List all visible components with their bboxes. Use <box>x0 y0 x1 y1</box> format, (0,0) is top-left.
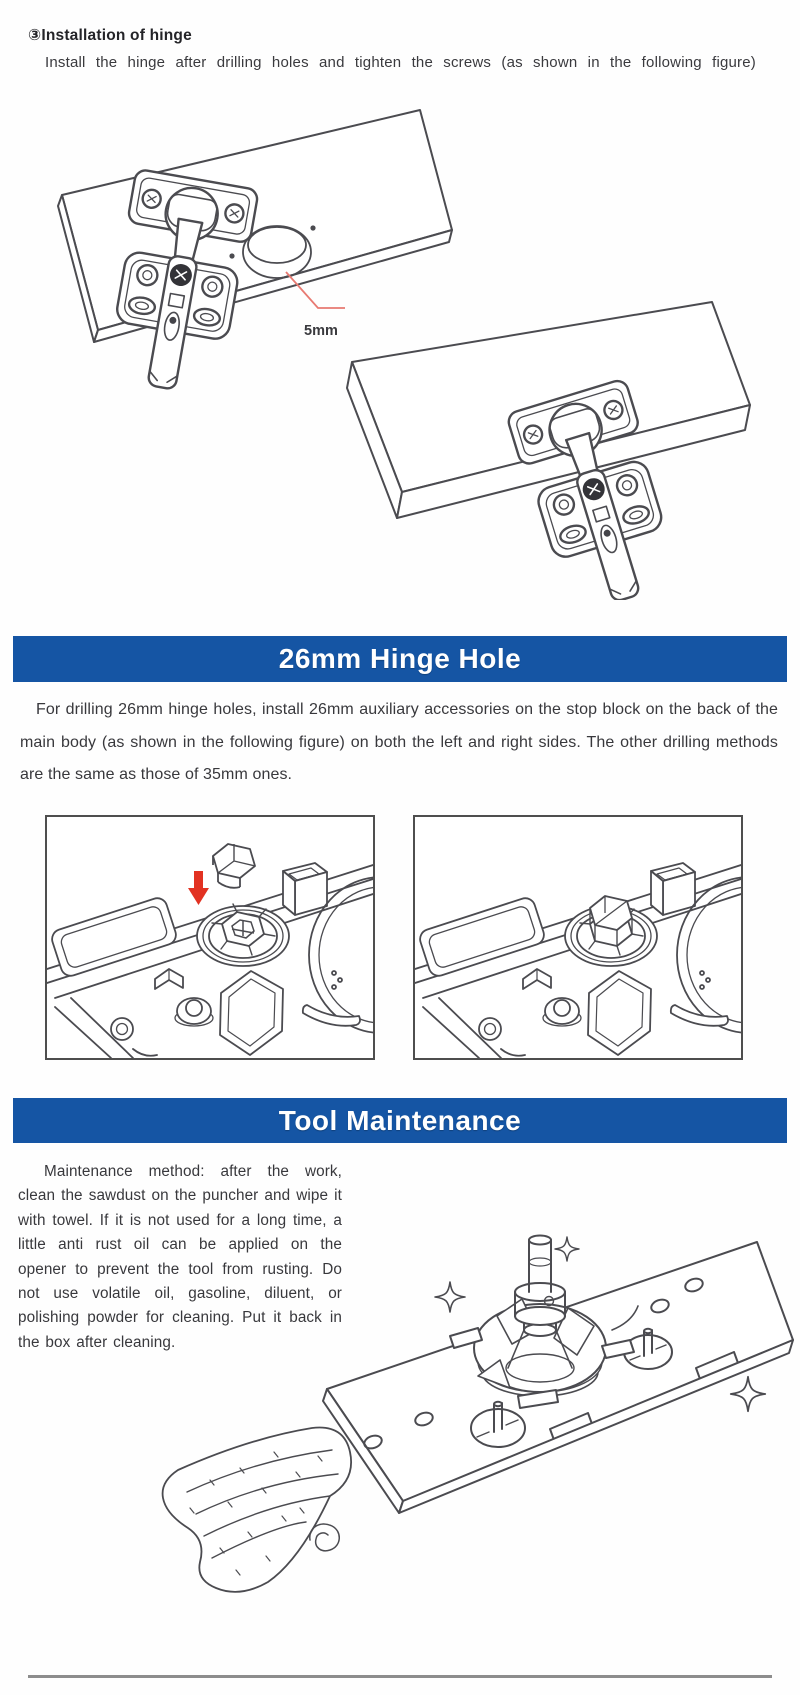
hinge-hole-right-drawing <box>415 817 741 1058</box>
hinge-install-figure <box>0 95 800 600</box>
sparkle-icon <box>435 1282 465 1312</box>
towel-illustration <box>163 1428 352 1592</box>
hinge-hole-figure-left <box>45 815 375 1060</box>
hinge-hole-left-drawing <box>47 817 373 1058</box>
red-arrow-down-icon <box>188 871 209 905</box>
tool-maintenance-body: Maintenance method: after the work, clean the sawdust on the puncher and wipe it with towel. If it is not used for a long time, a little anti rust oil can be applied on the opener to prevent the tool from rusting. Do not use volatile oil, gasoline, diluent, or polishing powder for cleaning. Put it back in the box after cleaning. <box>18 1163 342 1351</box>
hinge-hole-body-text: For drilling 26mm hinge holes, install 26mm auxiliary accessories on the stop block on the back of the main body (as shown in the following figure) on both the left and right sides. The other drilling methods are the same as those of 35mm ones. <box>20 701 778 783</box>
hinge-hole-banner: 26mm Hinge Hole <box>13 636 787 682</box>
page-bottom-rule <box>28 1675 772 1678</box>
sparkle-icon <box>555 1237 579 1261</box>
tool-maintenance-banner: Tool Maintenance <box>13 1098 787 1143</box>
sparkle-icon <box>731 1377 766 1412</box>
hole-depth-label: 5mm <box>304 323 338 339</box>
hex-adapter-cap <box>213 844 255 888</box>
install-hinge-body: Install the hinge after drilling holes and tighten the screws (as shown in the following figure) <box>45 54 756 71</box>
hinge-hole-figure-right <box>413 815 743 1060</box>
install-hinge-heading: ③Installation of hinge <box>28 27 192 44</box>
